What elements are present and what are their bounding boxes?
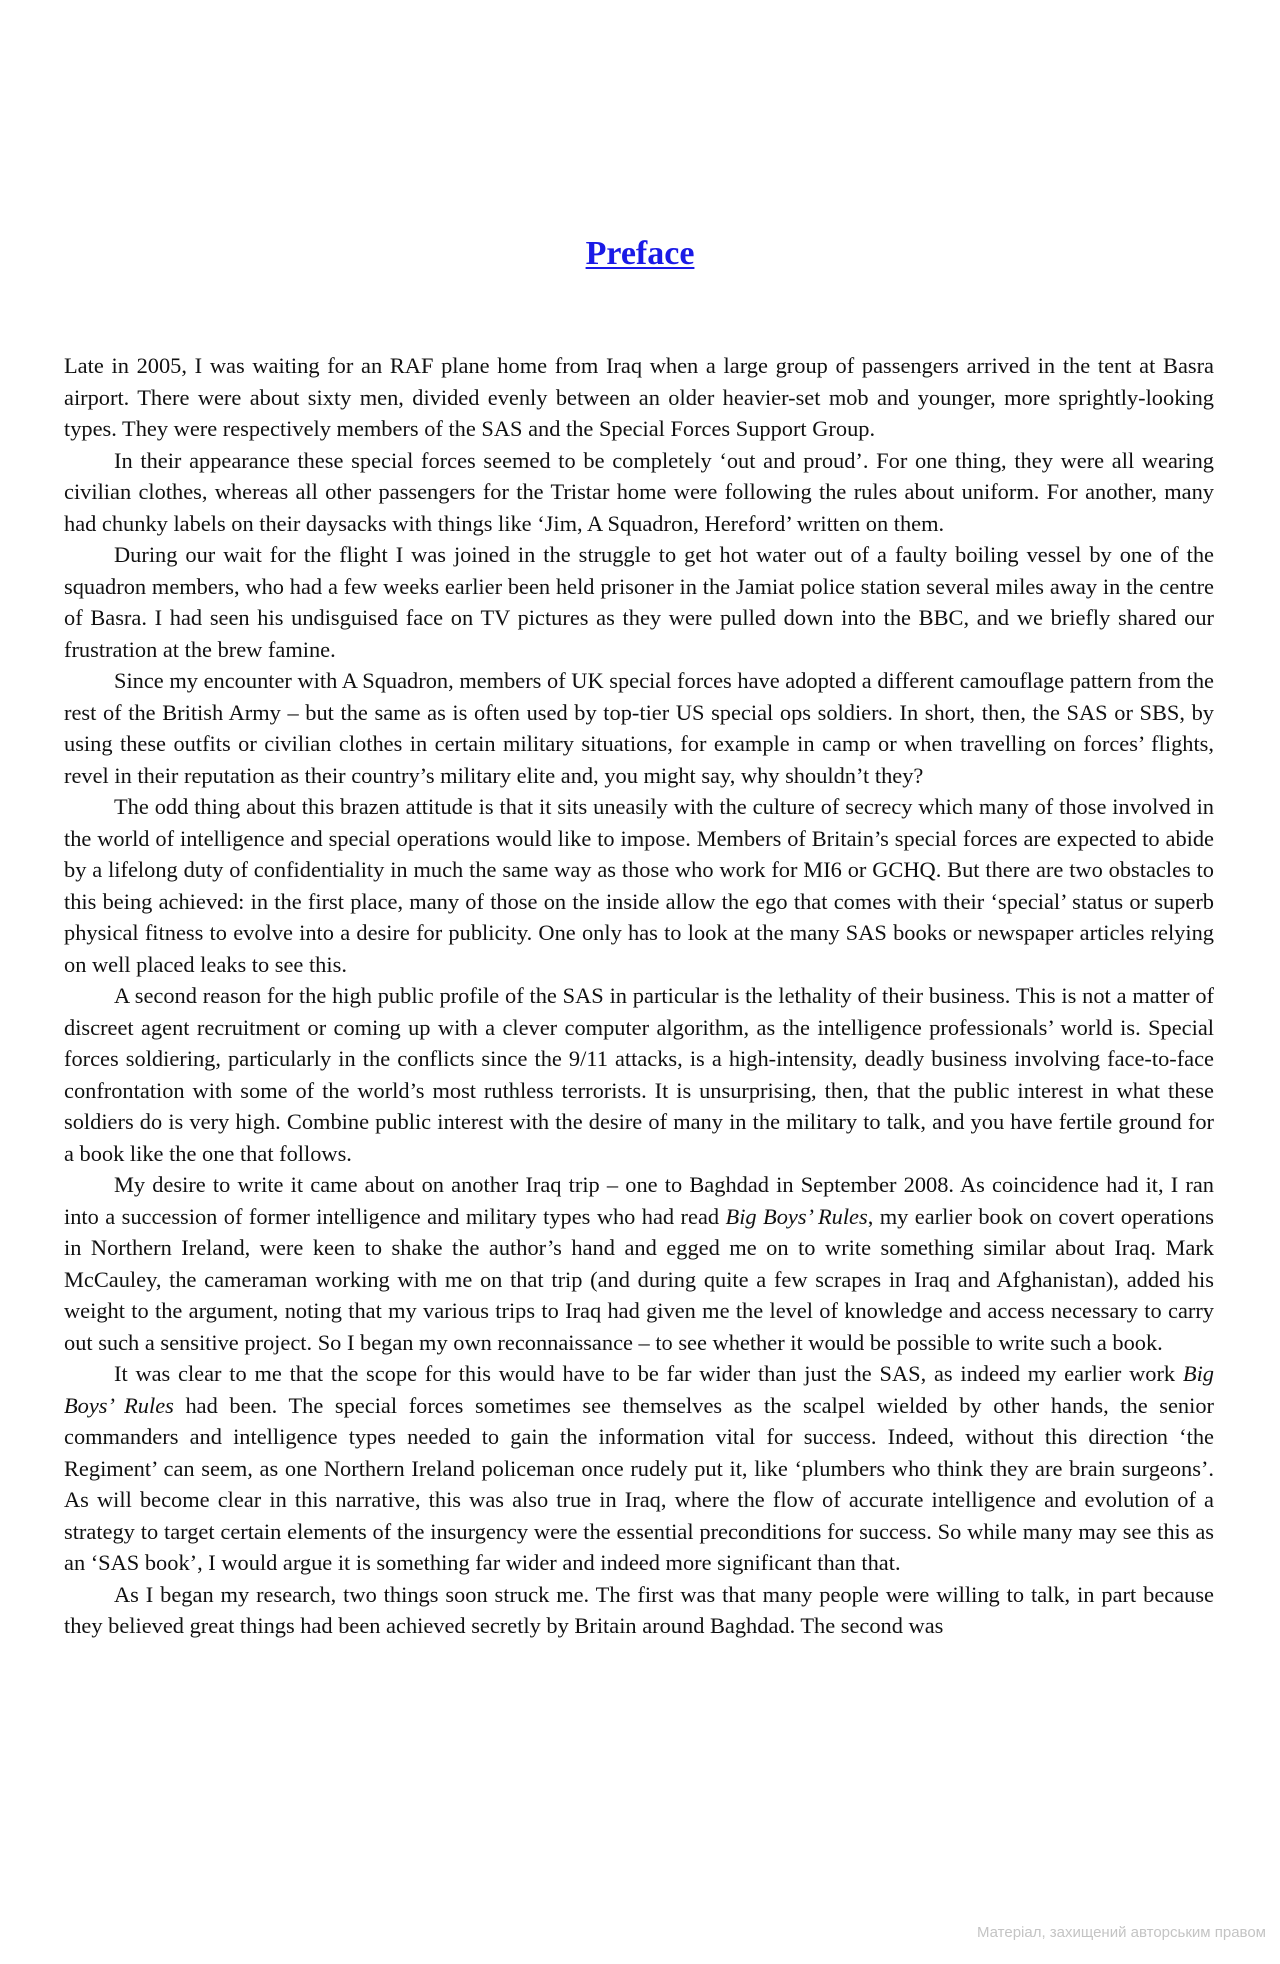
body-paragraph	[64, 1358, 1214, 1579]
body-paragraph	[64, 665, 1214, 791]
paragraph-text: In their appearance these special forces seemed to be completely ‘out and proud’. For one thing, they were all wearing civilian clothes, whereas all other passengers for the Tristar home were following the rules about uniform. For another, many had chunky labels on their daysacks with things like ‘Jim, A Squadron, Hereford’ written on them.	[64, 447, 1214, 536]
paragraph-text: Late in 2005, I was waiting for an RAF plane home from Iraq when a large group of passengers arrived in the tent at Basra airport. There were about sixty men, divided evenly between an older heavier-set mob and younger, more sprightly-looking types. They were respectively members of the SAS and the Special Forces Support Group.	[64, 353, 1214, 441]
body-paragraph	[64, 1579, 1214, 1642]
body-paragraph	[64, 445, 1214, 540]
body-paragraph	[64, 1169, 1214, 1358]
book-title-italic: Big Boys’ Rules	[725, 1203, 868, 1229]
paragraph-text: It was clear to me that the scope for this would have to be far wider than just the SAS, as indeed my earlier work	[114, 1361, 1183, 1386]
paragraph-text: had been. The special forces sometimes see themselves as the scalpel wielded by other hands, the senior commanders and intelligence types needed to gain the information vital for success. Indeed, without this direction ‘the Regiment’ can seem, as one Northern Ireland policeman once rudely put it, like ‘plumbers who think they are brain surgeons’. As will become clear in this narrative, this was also true in Iraq, where the flow of accurate intelligence and evolution of a strategy to target certain elements of the insurgency were the essential preconditions for success. So while many may see this as an ‘SAS book’, I would argue it is something far wider and indeed more significant than that.	[64, 1392, 1214, 1575]
body-paragraph	[64, 350, 1214, 445]
paragraph-text: The odd thing about this brazen attitude is that it sits uneasily with the culture of secrecy which many of those involved in the world of intelligence and special operations would like to impose. Members of Britain’s special forces are expected to abide by a lifelong duty of confidentiality in much the same way as those who work for MI6 or GCHQ. But there are two obstacles to this being achieved: in the first place, many of those on the inside allow the ego that comes with their ‘special’ status or superb physical fitness to evolve into a desire for publicity. One only has to look at the many SAS books or newspaper articles relying on well placed leaks to see this.	[64, 794, 1214, 977]
body-paragraph	[64, 980, 1214, 1169]
book-title-italic: Big Boys’ Rules	[64, 1361, 1214, 1418]
paragraph-text: A second reason for the high public profile of the SAS in particular is the lethality of their business. This is not a matter of discreet agent recruitment or coming up with a clever computer algorithm, as the intelligence professionals’ world is. Special forces soldiering, particularly in the conflicts since the 9/11 attacks, is a high-intensity, deadly business involving face-to-face confrontation with some of the world’s most ruthless terrorists. It is unsurprising, then, that the public interest in what these soldiers do is very high. Combine public interest with the desire of many in the military to talk, and you have fertile ground for a book like the one that follows.	[64, 983, 1214, 1166]
copyright-watermark: Матеріал, захищений авторським правом	[976, 1924, 1266, 1941]
paragraph-text: , my earlier book on covert operations in Northern Ireland, were keen to shake the author’s hand and egged me on to write something similar about Iraq. Mark McCauley, the cameraman working with me on that trip (and during quite a few scrapes in Iraq and Afghanistan), added his weight to the argument, noting that my various trips to Iraq had given me the level of knowledge and access necessary to carry out such a sensitive project. So I began my own reconnaissance – to see whether it would be possible to write such a book.	[64, 1203, 1214, 1355]
paragraph-text: During our wait for the flight I was joined in the struggle to get hot water out of a faulty boiling vessel by one of the squadron members, who had a few weeks earlier been held prisoner in the Jamiat police station several miles away in the centre of Basra. I had seen his undisguised face on TV pictures as they were pulled down into the BBC, and we briefly shared our frustration at the brew famine.	[64, 542, 1214, 662]
body-paragraph	[64, 539, 1214, 665]
paragraph-text: My desire to write it came about on another Iraq trip – one to Baghdad in September 2008. As coincidence had it, I ran into a succession of former intelligence and military types who had read	[64, 1172, 1214, 1229]
preface-title-link[interactable]: Preface	[585, 235, 695, 272]
page-title	[0, 228, 1280, 280]
preface-body	[64, 350, 1214, 1642]
paragraph-text: Since my encounter with A Squadron, members of UK special forces have adopted a different camouflage pattern from the rest of the British Army – but the same as is often used by top-tier US special ops soldiers. In short, then, the SAS or SBS, by using these outfits or civilian clothes in certain military situations, for example in camp or when travelling on forces’ flights, revel in their reputation as their country’s military elite and, you might say, why shouldn’t they?	[64, 668, 1214, 788]
body-paragraph	[64, 791, 1214, 980]
paragraph-text: As I began my research, two things soon struck me. The first was that many people were willing to talk, in part because they believed great things had been achieved secretly by Britain around Baghdad. The second was	[64, 1581, 1214, 1638]
